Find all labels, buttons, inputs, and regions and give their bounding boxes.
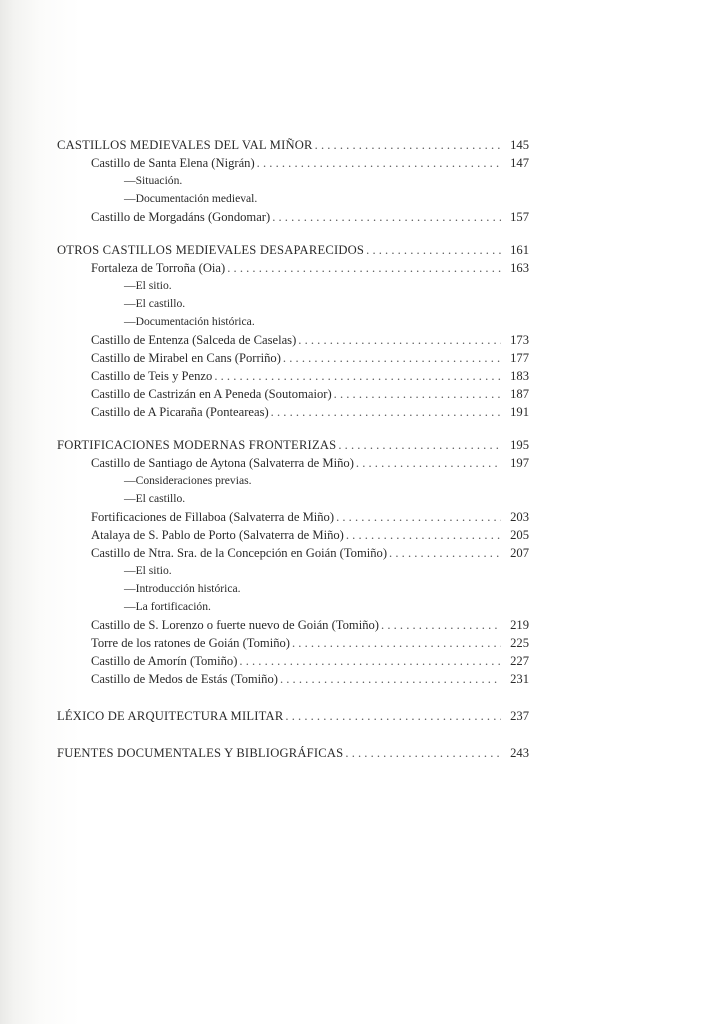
toc-line: [91, 616, 529, 634]
toc-line: [124, 277, 529, 295]
dot-leader: [257, 154, 501, 172]
toc-line: [91, 349, 529, 367]
toc-entry-title: —La fortificación.: [124, 600, 211, 613]
dot-leader: [271, 403, 501, 421]
toc-entry-title: —Consideraciones previas.: [124, 474, 252, 487]
toc-page-number: 207: [510, 546, 529, 560]
toc-page-number: 187: [510, 387, 529, 401]
toc-subentry: [57, 490, 529, 508]
toc-line: [57, 241, 529, 259]
toc-section-entry: [57, 744, 529, 762]
toc-entry: [57, 508, 529, 526]
toc-entry-title: —Introducción histórica.: [124, 582, 241, 595]
toc-line: [91, 385, 529, 403]
toc-line: [124, 490, 529, 508]
dot-leader: [280, 670, 501, 688]
toc-section-entry: [57, 707, 529, 725]
toc-line: [91, 154, 529, 172]
toc-entry-title: Fortaleza de Torroña (Oia): [91, 261, 226, 275]
toc-line: [124, 313, 529, 331]
toc-entry-title: Castillo de Teis y Penzo: [91, 369, 213, 383]
toc-page-number: 227: [510, 654, 529, 668]
toc-line: [57, 436, 529, 454]
toc-subentry: [57, 295, 529, 313]
toc-entry-title: Castillo de Amorín (Tomiño): [91, 654, 238, 668]
dot-leader: [292, 634, 501, 652]
toc-line: [124, 472, 529, 490]
toc-entry-title: Castillo de Santa Elena (Nigrán): [91, 156, 255, 170]
toc-line: [124, 295, 529, 313]
toc-entry: [57, 526, 529, 544]
toc-line: [124, 172, 529, 190]
toc-page-number: 231: [510, 672, 529, 686]
toc-subentry: [57, 313, 529, 331]
toc-section-entry: [57, 241, 529, 259]
toc-entry-title: Castillo de Entenza (Salceda de Caselas): [91, 333, 297, 347]
toc-line: [91, 508, 529, 526]
toc-entry-title: FORTIFICACIONES MODERNAS FRONTERIZAS: [57, 438, 337, 452]
toc-entry-title: —El sitio.: [124, 564, 172, 577]
toc-page-number: 173: [510, 333, 529, 347]
toc-entry-title: Castillo de Ntra. Sra. de la Concepción en Goián (Tomiño): [91, 546, 388, 560]
dot-leader: [381, 616, 501, 634]
toc-entry-title: Castillo de Morgadáns (Gondomar): [91, 210, 271, 224]
toc-entry-title: —El castillo.: [124, 492, 186, 505]
toc-entry-title: —El sitio.: [124, 279, 172, 292]
dot-leader: [366, 241, 501, 259]
toc-line: [91, 403, 529, 421]
toc-page-number: 163: [510, 261, 529, 275]
toc-entry-title: CASTILLOS MEDIEVALES DEL VAL MIÑOR: [57, 138, 313, 152]
toc-line: [91, 526, 529, 544]
toc-page-number: 145: [510, 138, 529, 152]
toc-entry: [57, 208, 529, 226]
dot-leader: [315, 136, 501, 154]
dot-leader: [227, 259, 501, 277]
toc-page-number: 195: [510, 438, 529, 452]
toc-page-number: 157: [510, 210, 529, 224]
toc-entry: [57, 634, 529, 652]
toc-page-number: 161: [510, 243, 529, 257]
toc-entry-title: OTROS CASTILLOS MEDIEVALES DESAPARECIDOS: [57, 243, 365, 257]
toc-entry-title: Fortificaciones de Fillaboa (Salvaterra de Miño): [91, 510, 335, 524]
toc-entry-title: Castillo de Santiago de Aytona (Salvaterra de Miño): [91, 456, 354, 470]
toc-entry: [57, 403, 529, 421]
toc-page-number: 225: [510, 636, 529, 650]
toc-section-entry: [57, 136, 529, 154]
toc-line: [91, 331, 529, 349]
toc-subentry: [57, 277, 529, 295]
dot-leader: [336, 508, 501, 526]
toc-entry: [57, 670, 529, 688]
toc-entry-title: LÉXICO DE ARQUITECTURA MILITAR: [57, 709, 284, 723]
toc-page-number: 203: [510, 510, 529, 524]
dot-leader: [214, 367, 501, 385]
toc-entry-title: Castillo de Mirabel en Cans (Porriño): [91, 351, 281, 365]
toc-page-number: 205: [510, 528, 529, 542]
toc-entry-title: Castillo de S. Lorenzo o fuerte nuevo de Goián (Tomiño): [91, 618, 380, 632]
toc-subentry: [57, 598, 529, 616]
toc-section-entry: [57, 436, 529, 454]
toc-page-number: 147: [510, 156, 529, 170]
toc-entry: [57, 349, 529, 367]
dot-leader: [298, 331, 501, 349]
dot-leader: [389, 544, 501, 562]
toc-entry-title: FUENTES DOCUMENTALES Y BIBLIOGRÁFICAS: [57, 746, 344, 760]
toc-entry: [57, 367, 529, 385]
dot-leader: [345, 744, 501, 762]
toc-entry: [57, 454, 529, 472]
toc-entry-title: Castillo de Medos de Estás (Tomiño): [91, 672, 278, 686]
toc-entry: [57, 544, 529, 562]
toc-entry-title: —Documentación medieval.: [124, 192, 258, 205]
toc-line: [57, 707, 529, 725]
dot-leader: [272, 208, 501, 226]
toc-line: [57, 136, 529, 154]
toc-entry-title: —El castillo.: [124, 297, 186, 310]
toc-entry: [57, 259, 529, 277]
toc-line: [91, 259, 529, 277]
toc-subentry: [57, 172, 529, 190]
toc-entry-title: —Documentación histórica.: [124, 315, 255, 328]
toc-line: [91, 454, 529, 472]
toc-line: [91, 367, 529, 385]
toc-line: [124, 580, 529, 598]
table-of-contents: [57, 136, 529, 762]
dot-leader: [356, 454, 501, 472]
toc-page-number: 183: [510, 369, 529, 383]
toc-entry: [57, 652, 529, 670]
dot-leader: [285, 707, 501, 725]
toc-line: [124, 190, 529, 208]
toc-entry: [57, 154, 529, 172]
toc-page-number: 219: [510, 618, 529, 632]
toc-subentry: [57, 562, 529, 580]
toc-page-number: 191: [510, 405, 529, 419]
dot-leader: [346, 526, 501, 544]
toc-line: [91, 544, 529, 562]
toc-entry-title: Atalaya de S. Pablo de Porto (Salvaterra de Miño): [91, 528, 344, 542]
toc-page-number: 197: [510, 456, 529, 470]
toc-subentry: [57, 472, 529, 490]
dot-leader: [239, 652, 501, 670]
dot-leader: [283, 349, 501, 367]
toc-page-number: 243: [510, 746, 529, 760]
dot-leader: [334, 385, 501, 403]
toc-line: [124, 562, 529, 580]
toc-line: [91, 634, 529, 652]
toc-entry: [57, 331, 529, 349]
toc-page-number: 177: [510, 351, 529, 365]
toc-entry-title: Torre de los ratones de Goián (Tomiño): [91, 636, 290, 650]
toc-entry-title: —Situación.: [124, 174, 183, 187]
toc-line: [91, 208, 529, 226]
toc-entry: [57, 385, 529, 403]
toc-entry-title: Castillo de Castrizán en A Peneda (Soutomaior): [91, 387, 332, 401]
toc-line: [57, 744, 529, 762]
toc-line: [91, 652, 529, 670]
toc-subentry: [57, 190, 529, 208]
toc-entry: [57, 616, 529, 634]
toc-line: [124, 598, 529, 616]
toc-line: [91, 670, 529, 688]
toc-page-number: 237: [510, 709, 529, 723]
toc-entry-title: Castillo de A Picaraña (Ponteareas): [91, 405, 269, 419]
dot-leader: [338, 436, 501, 454]
toc-subentry: [57, 580, 529, 598]
